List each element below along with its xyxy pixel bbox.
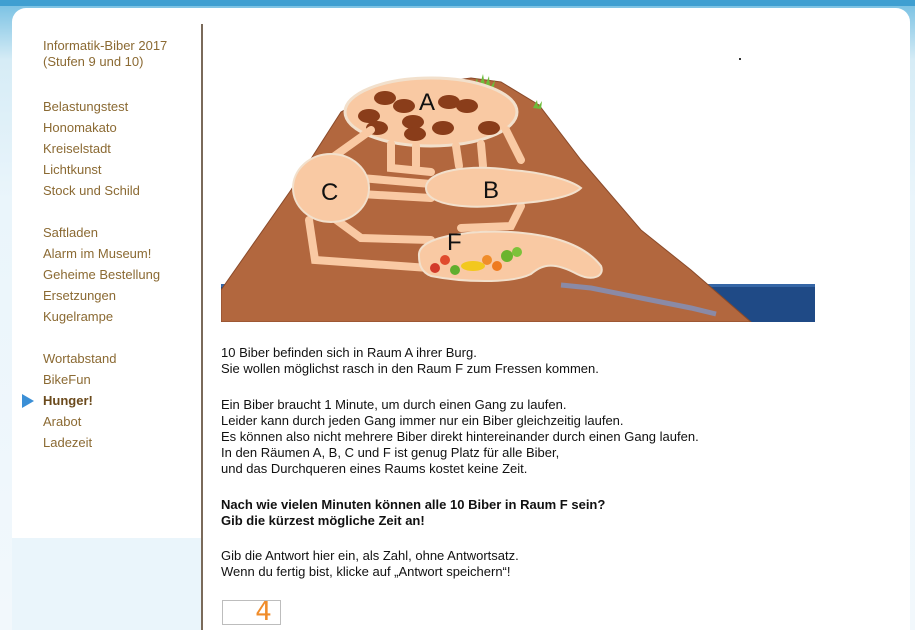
nav-item-kreiselstadt[interactable]: Kreiselstadt [43,141,111,156]
room-label-c: C [321,179,339,206]
nav-item-hunger-label: Hunger! [43,393,93,408]
rule-line5: und das Durchqueren eines Raums kostet keine Zeit. [221,461,528,476]
contest-title-line1: Informatik-Biber 2017 [43,38,168,53]
nav-item-ersetzungen[interactable]: Ersetzungen [43,288,116,303]
nav-item-hunger-active[interactable] [43,390,193,411]
beaver-1 [374,91,396,105]
hint-paragraph [221,548,519,580]
question-paragraph [221,497,605,529]
contest-title [43,38,193,70]
room-label-b: B [483,177,500,204]
nav-item-alarm-im-museum[interactable]: Alarm im Museum! [43,246,152,261]
question-line1: Nach wie vielen Minuten können alle 10 Biber in Raum F sein? [221,497,606,512]
corridor-a-b4 [481,144,483,166]
rule-line1: Ein Biber braucht 1 Minute, um durch einen Gang zu laufen. [221,397,567,412]
room-label-a: A [419,89,436,116]
nav-item-saftladen[interactable]: Saftladen [43,225,98,240]
nav-group-2 [43,222,193,327]
food-apple-2 [440,255,450,265]
nav-group-1 [43,96,193,201]
beaver-8 [404,127,426,141]
nav-item-lichtkunst[interactable]: Lichtkunst [43,162,102,177]
nav-item-honomakato[interactable]: Honomakato [43,120,117,135]
hint-line2: Wenn du fertig bist, klicke auf „Antwort speichern“! [221,564,511,579]
food-banana [461,261,485,271]
beaver-lodge-illustration [221,60,815,322]
nav-item-belastungstest[interactable]: Belastungstest [43,99,129,114]
nav-item-ladezeit[interactable]: Ladezeit [43,435,93,450]
rule-line4: In den Räumen A, B, C und F ist genug Platz für alle Biber, [221,445,560,460]
nav-item-arabot[interactable]: Arabot [43,414,82,429]
food-orange-1 [482,255,492,265]
rule-line3: Es können also nicht mehrere Biber direkt hintereinander durch einen Gang laufen. [221,429,699,444]
food-apple-1 [430,263,440,273]
nav-group-3 [43,348,193,453]
beaver-2 [393,99,415,113]
beaver-9 [432,121,454,135]
food-orange-2 [492,261,502,271]
food-leaf-2 [512,247,522,257]
current-task-arrow-icon [22,394,34,408]
intro-line1: 10 Biber befinden sich in Raum A ihrer Burg. [221,345,477,360]
nav-item-kugelrampe[interactable]: Kugelrampe [43,309,114,324]
question-line2: Gib die kürzest mögliche Zeit an! [221,513,425,528]
sidebar-nav [43,38,193,474]
nav-item-bikefun[interactable]: BikeFun [43,372,91,387]
answer-input[interactable]: 4 [222,600,281,625]
hint-line1: Gib die Antwort hier ein, als Zahl, ohne Antwortsatz. [221,548,519,563]
nav-item-stock-und-schild[interactable]: Stock und Schild [43,183,140,198]
beaver-7 [402,115,424,129]
sidebar-divider [201,24,203,630]
intro-line2: Sie wollen möglichst rasch in den Raum F zum Fressen kommen. [221,361,599,376]
beaver-10 [478,121,500,135]
beaver-4 [456,99,478,113]
nav-item-geheime-bestellung[interactable]: Geheime Bestellung [43,267,161,282]
food-leaf-1 [501,250,513,262]
room-label-f: F [447,229,462,256]
nav-item-wortabstand[interactable]: Wortabstand [43,351,117,366]
corridor-a-b3 [456,146,459,166]
sidebar-background [12,538,202,630]
food-apple-3 [450,265,460,275]
beaver-5 [358,109,380,123]
corridor-c-b2 [361,194,431,198]
rule-line2: Leider kann durch jeden Gang immer nur ein Biber gleichzeitig laufen. [221,413,624,428]
rules-paragraph [221,397,699,477]
intro-paragraph [221,345,599,377]
contest-title-line2: (Stufen 9 und 10) [43,54,144,69]
top-bar [0,0,915,6]
